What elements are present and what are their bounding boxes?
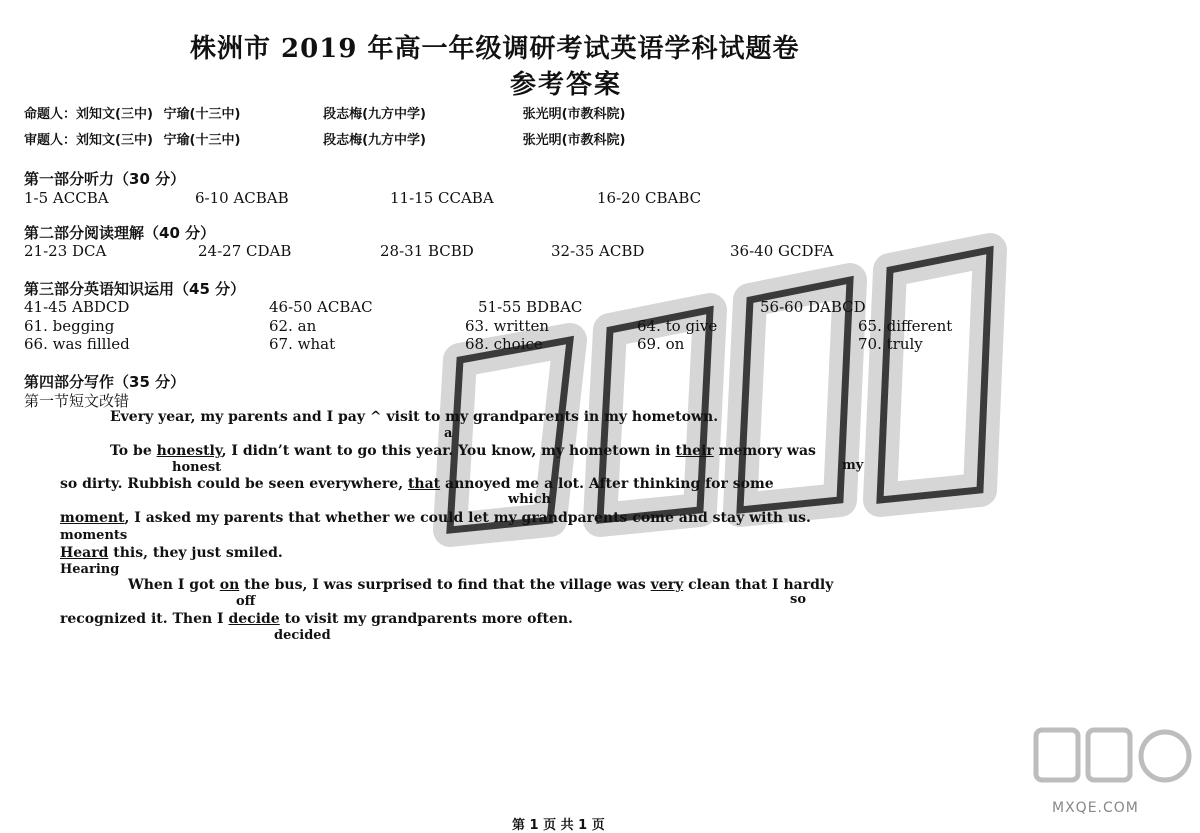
- correction-line: Every year, my parents and I pay ^ visit to my grandparents in my hometown.: [110, 409, 719, 425]
- correction-line: When I got on the bus, I was surprised to find that the village was very clean that I hardly: [128, 577, 834, 593]
- correction-line: recognized it. Then I decide to visit my grandparents more often.: [60, 611, 573, 627]
- answer-group: 24-27 CDAB: [198, 242, 292, 260]
- proposers-line: [24, 103, 625, 122]
- part2-heading: 第二部分阅读理解（40 分）: [24, 224, 216, 242]
- answer-group: 56-60 DABCD: [760, 298, 866, 316]
- correction-line: moment, I asked my parents that whether we could let my grandparents come and stay with us.: [60, 510, 811, 526]
- answer-group: 36-40 GCDFA: [730, 242, 834, 260]
- correction-line: Heard this, they just smiled.: [60, 545, 283, 561]
- proposer-name: 宁瑜(十三中): [163, 107, 241, 122]
- correction-fix: my: [842, 458, 864, 473]
- answer-group: 32-35 ACBD: [551, 242, 645, 260]
- correction-fix: honest: [172, 460, 222, 475]
- answer-group: 11-15 CCABA: [390, 189, 494, 207]
- page-subtitle: 参考答案: [510, 70, 623, 100]
- section1-heading: 第一节短文改错: [24, 392, 130, 410]
- answer-item: 68. choice: [465, 335, 543, 353]
- page-footer: 第 1 页 共 1 页: [512, 818, 605, 833]
- reviewer-name: 段志梅(九方中学): [323, 133, 426, 148]
- part3-heading: 第三部分英语知识运用（45 分）: [24, 280, 246, 298]
- answer-item: 62. an: [269, 317, 317, 335]
- reviewer-name: 宁瑜(十三中): [163, 133, 241, 148]
- correction-line: To be honestly, I didn’t want to go this year. You know, my hometown in their memory was: [110, 443, 816, 459]
- correction-fix: decided: [274, 628, 331, 643]
- answer-group: 21-23 DCA: [24, 242, 107, 260]
- correction-fix: so: [790, 592, 806, 607]
- reviewers-line: [24, 129, 625, 148]
- page-title: 株洲市 2019 年高一年级调研考试英语学科试题卷: [190, 34, 800, 64]
- correction-fix: Hearing: [60, 562, 120, 577]
- answer-item: 63. written: [465, 317, 550, 335]
- answer-group: 1-5 ACCBA: [24, 189, 109, 207]
- answer-group: 41-45 ABDCD: [24, 298, 130, 316]
- answer-item: 61. begging: [24, 317, 115, 335]
- reviewers-label: 审题人：刘知文(三中): [24, 133, 153, 148]
- correction-fix: off: [236, 594, 256, 609]
- answer-item: 66. was fillled: [24, 335, 130, 353]
- correction-line: so dirty. Rubbish could be seen everywhere, that annoyed me a lot. After thinking for some: [60, 476, 774, 492]
- answer-group: 6-10 ACBAB: [195, 189, 289, 207]
- reviewer-name: 张光明(市教科院): [522, 133, 626, 148]
- correction-fix: a: [444, 426, 453, 441]
- answer-group: 16-20 CBABC: [597, 189, 702, 207]
- proposer-name: 张光明(市教科院): [522, 107, 626, 122]
- answer-item: 64. to give: [637, 317, 718, 335]
- correction-fix: which: [508, 492, 551, 507]
- watermark-url: MXQE.COM: [1052, 800, 1139, 816]
- proposers-label: 命题人：刘知文(三中): [24, 107, 153, 122]
- answer-item: 65. different: [858, 317, 953, 335]
- correction-fix: moments: [60, 528, 128, 543]
- proposer-name: 段志梅(九方中学): [323, 107, 426, 122]
- answer-item: 67. what: [269, 335, 336, 353]
- answer-group: 46-50 ACBAC: [269, 298, 373, 316]
- part4-heading: 第四部分写作（35 分）: [24, 373, 186, 391]
- answer-item: 70. truly: [858, 335, 923, 353]
- part1-heading: 第一部分听力（30 分）: [24, 170, 186, 188]
- answer-item: 69. on: [637, 335, 685, 353]
- answer-group: 51-55 BDBAC: [478, 298, 583, 316]
- answer-group: 28-31 BCBD: [380, 242, 474, 260]
